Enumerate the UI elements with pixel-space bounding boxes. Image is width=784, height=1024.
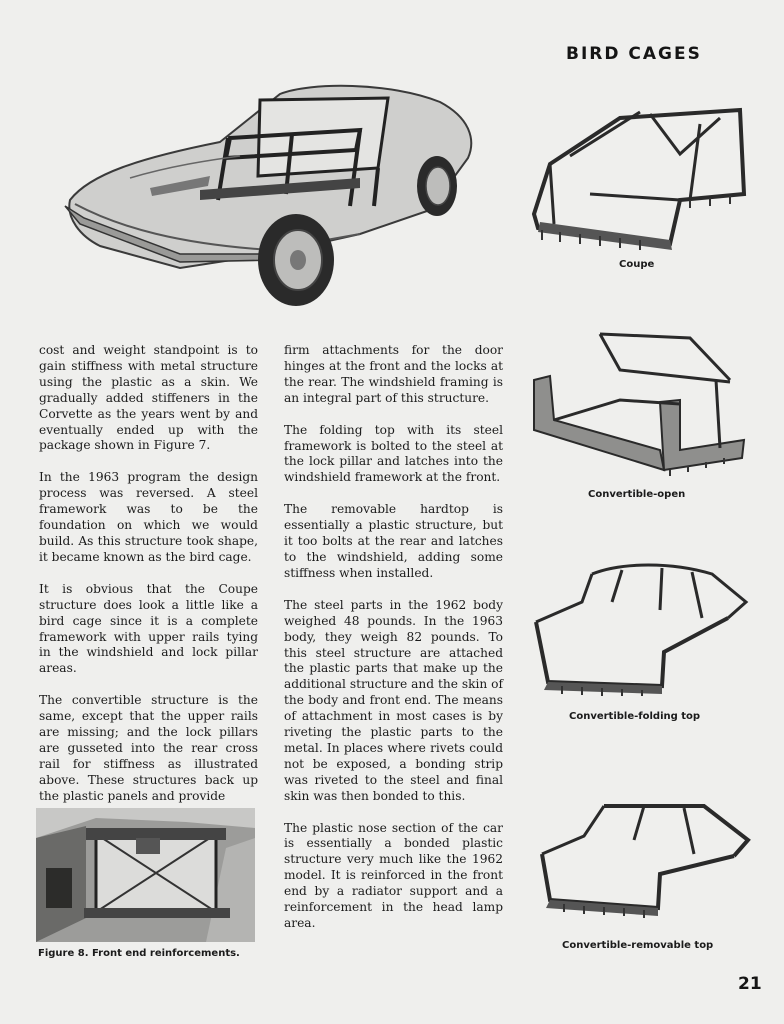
paragraph: The steel parts in the 1962 body weighed 48 pounds. In the 1963 body, they weigh 82 pounds. To this steel structure are attached the plastic parts that make up the additional structure and the skin of the body and front end. The means of attachment in most cases is by riveting the plastic parts to the metal. In places where rivets could not be exposed, a bonding strip was riveted to the steel and final skin was then bonded to this. [284,597,503,803]
convertible-open-birdcage-illustration [530,330,748,476]
caption-convertible-removable: Convertible-removable top [562,940,714,951]
caption-figure8: Figure 8. Front end reinforcements. [38,948,240,959]
paragraph: The removable hardtop is essentially a plastic structure, but it too bolts at the rear and latches to the windshield, adding some stiffness when installed. [284,502,503,580]
paragraph: The folding top with its steel framework is bolted to the steel at the lock pillar and latches into the windshield framework at the front. [284,422,503,485]
coupe-birdcage-illustration [530,104,748,254]
paragraph: It is obvious that the Coupe structure does look a little like a bird cage since it is a complete framework with upper rails tying in the windshield and lock pillar areas. [39,581,258,676]
figure8-front-end-photo [36,808,255,942]
paragraph: cost and weight standpoint is to gain stiffness with metal structure using the plastic as a skin. We gradually added stiffeners in the Corvette as the years went by and eventually ended up with the package shown in Figure 7. [39,343,258,453]
paragraph: In the 1963 program the design process was reversed. A steel framework was to be the foundation on which we would build. As this structure took shape, it became known as the bird cage. [39,470,258,564]
caption-convertible-folding: Convertible-folding top [569,711,701,722]
paragraph: The convertible structure is the same, except that the upper rails are missing; and the lock pillars are gusseted into the rear cross rail for stiffness as illustrated above. These structures back up the plastic panels and provide [39,693,258,803]
corvette-cutaway-illustration [60,78,480,312]
paragraph: firm attachments for the door hinges at the front and the locks at the rear. The windshield framing is an integral part of this structure. [284,343,503,405]
caption-coupe: Coupe [619,259,655,270]
convertible-folding-top-birdcage-illustration [532,562,750,696]
caption-convertible-open: Convertible-open [588,489,686,500]
page-heading: BIRD CAGES [566,44,702,64]
text-column-left [39,343,258,821]
text-column-middle [284,343,503,948]
page-number: 21 [738,974,762,994]
convertible-removable-top-birdcage-illustration [534,800,752,920]
paragraph: The plastic nose section of the car is essentially a bonded plastic structure very much like the 1962 model. It is reinforced in the front end by a radiator support and a reinforcement in the head lamp area. [284,820,503,930]
